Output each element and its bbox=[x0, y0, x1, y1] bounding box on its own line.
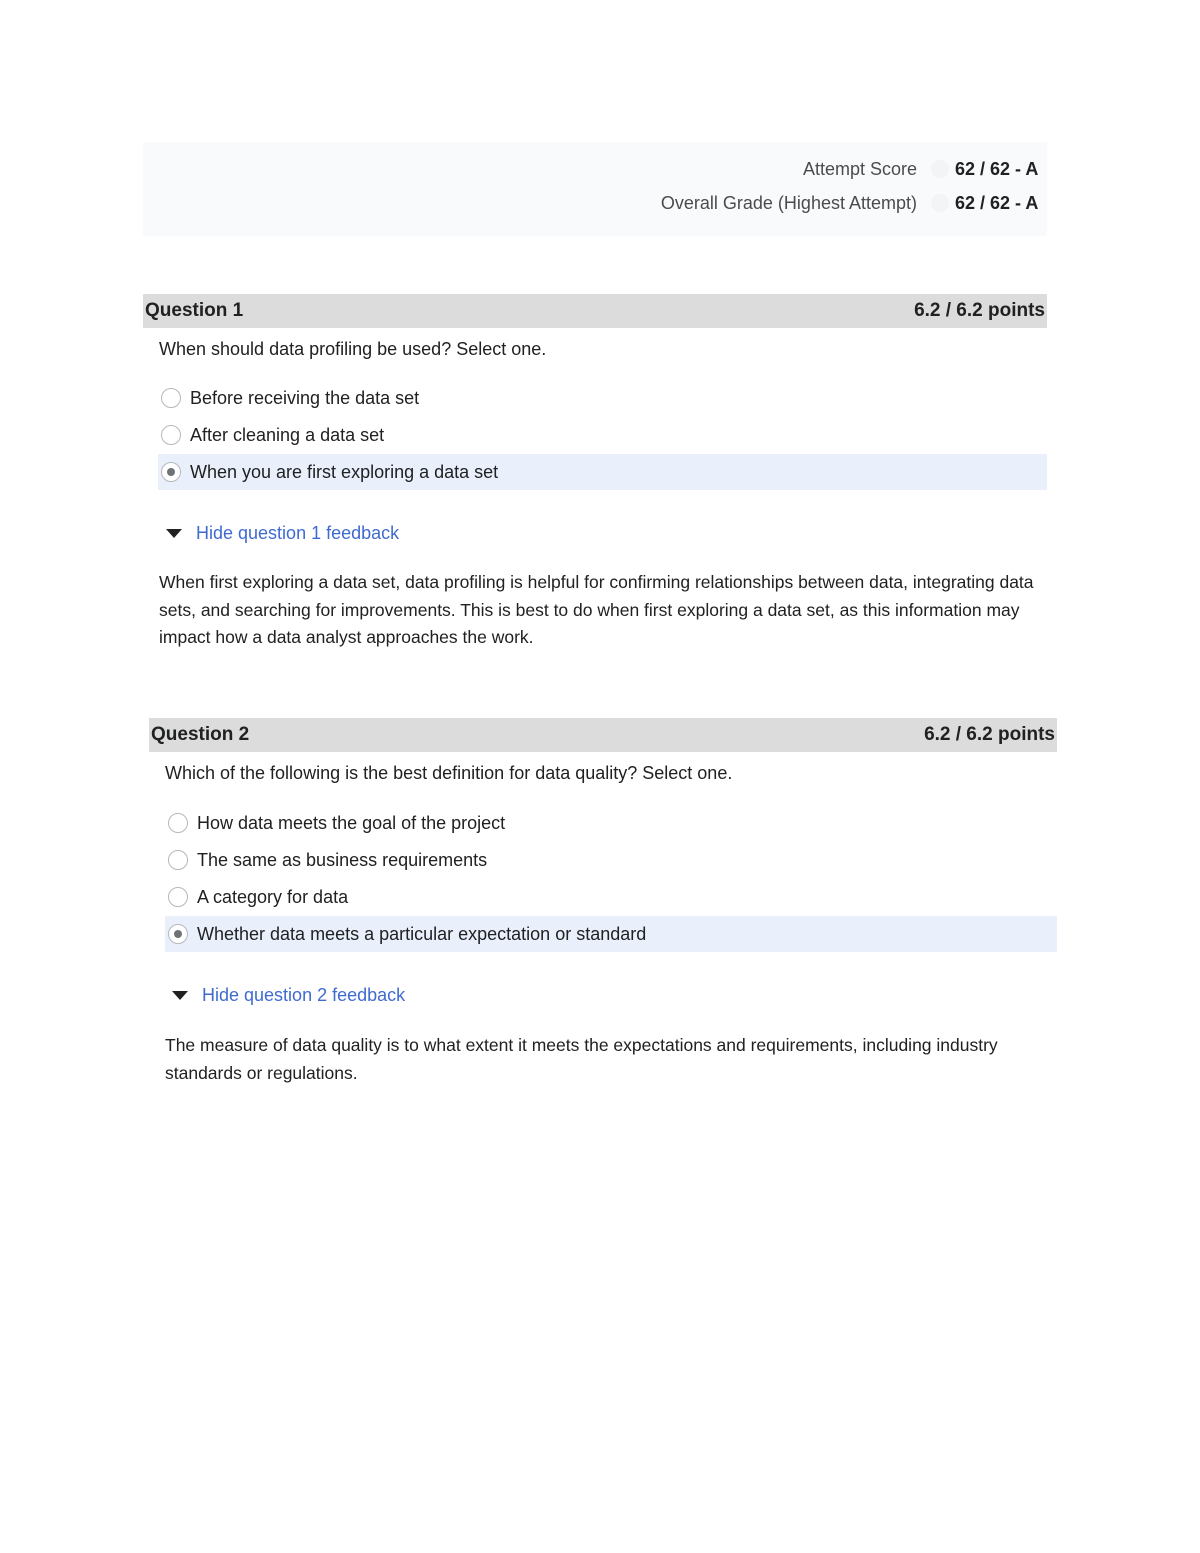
question-points: 6.2 / 6.2 points bbox=[914, 300, 1045, 321]
answer-option-selected[interactable] bbox=[158, 454, 1047, 490]
answer-option[interactable] bbox=[165, 842, 1057, 878]
option-label: A category for data bbox=[197, 886, 349, 907]
hide-feedback-link[interactable] bbox=[172, 985, 405, 1006]
hide-feedback-link[interactable] bbox=[166, 523, 399, 544]
radio-button-checked-icon[interactable] bbox=[161, 462, 181, 482]
option-label: Whether data meets a particular expectation or standard bbox=[197, 923, 647, 944]
answer-option-selected[interactable] bbox=[165, 916, 1057, 952]
radio-button-checked-icon[interactable] bbox=[168, 924, 188, 944]
question-points: 6.2 / 6.2 points bbox=[924, 724, 1055, 745]
radio-button-icon[interactable] bbox=[168, 887, 188, 907]
question-header bbox=[149, 718, 1057, 752]
overall-grade-value: 62 / 62 - A bbox=[955, 192, 1039, 213]
answer-option[interactable] bbox=[158, 380, 1047, 416]
question-prompt: Which of the following is the best definition for data quality? Select one. bbox=[165, 763, 733, 783]
option-label: How data meets the goal of the project bbox=[197, 812, 506, 833]
answer-option[interactable] bbox=[158, 417, 1047, 453]
overall-grade-row bbox=[661, 188, 1047, 218]
question-feedback: When first exploring a data set, data profiling is helpful for confirming relationships between data, integrating data sets, and searching for improvements. This is best to do when first exploring a data set, as this information may impact how a data analyst approaches the work. bbox=[159, 572, 1034, 647]
question-title: Question 2 bbox=[151, 724, 250, 745]
hide-feedback-label[interactable]: Hide question 2 feedback bbox=[202, 985, 406, 1005]
option-label: When you are first exploring a data set bbox=[190, 461, 499, 482]
answer-option[interactable] bbox=[165, 879, 1057, 915]
radio-button-icon[interactable] bbox=[161, 388, 181, 408]
radio-button-icon[interactable] bbox=[168, 813, 188, 833]
overall-grade-label: Overall Grade (Highest Attempt) bbox=[660, 192, 917, 213]
option-label: After cleaning a data set bbox=[190, 424, 385, 445]
score-indicator-icon bbox=[931, 160, 949, 178]
radio-button-icon[interactable] bbox=[161, 425, 181, 445]
caret-down-icon bbox=[166, 529, 182, 538]
question-feedback: The measure of data quality is to what extent it meets the expectations and requirements, including industry standards or regulations. bbox=[165, 1035, 998, 1083]
question-header bbox=[143, 294, 1047, 328]
caret-down-icon bbox=[172, 991, 188, 1000]
option-label: The same as business requirements bbox=[197, 849, 488, 870]
attempt-score-row bbox=[803, 154, 1047, 184]
answer-option[interactable] bbox=[165, 805, 1057, 841]
score-summary bbox=[143, 142, 1047, 236]
attempt-score-label: Attempt Score bbox=[802, 158, 917, 179]
question-prompt: When should data profiling be used? Select one. bbox=[159, 339, 547, 359]
radio-button-icon[interactable] bbox=[168, 850, 188, 870]
question-title: Question 1 bbox=[145, 300, 244, 321]
attempt-score-value: 62 / 62 - A bbox=[955, 158, 1039, 179]
grade-indicator-icon bbox=[931, 194, 949, 212]
option-label: Before receiving the data set bbox=[190, 387, 420, 408]
hide-feedback-label[interactable]: Hide question 1 feedback bbox=[196, 523, 400, 543]
